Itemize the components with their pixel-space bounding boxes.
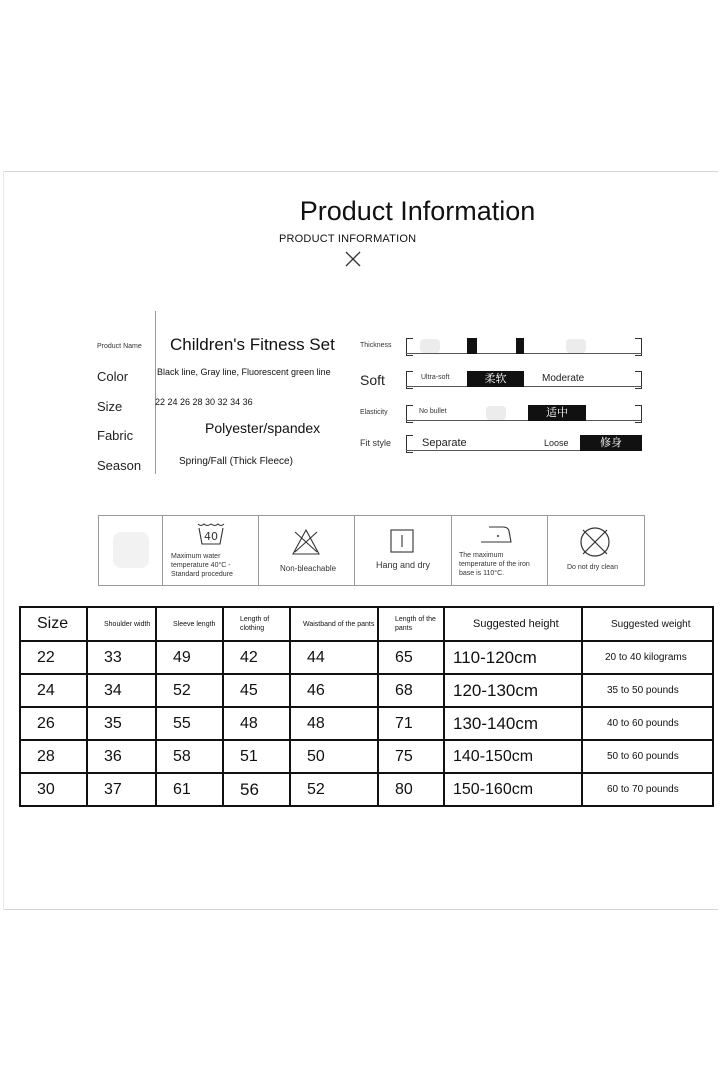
care-instructions bbox=[98, 515, 645, 586]
table-cell: 45 bbox=[223, 674, 290, 707]
svg-text:40: 40 bbox=[204, 530, 218, 543]
size-value: 22 24 26 28 30 32 34 36 bbox=[155, 397, 253, 407]
details-divider bbox=[155, 311, 156, 474]
table-cell: 35 bbox=[87, 707, 156, 740]
bleach-cell bbox=[258, 516, 355, 585]
table-cell: 50 bbox=[290, 740, 378, 773]
table-row bbox=[20, 773, 713, 806]
header-cell: Length of clothing bbox=[223, 607, 290, 641]
table-cell: 22 bbox=[20, 641, 87, 674]
table-cell: 120-130cm bbox=[444, 674, 582, 707]
table-cell: 34 bbox=[87, 674, 156, 707]
fit-mid-label: Loose bbox=[544, 438, 569, 448]
wash-text: Maximum water temperature 40°C - Standard procedure bbox=[171, 553, 233, 578]
table-cell: 75 bbox=[378, 740, 444, 773]
season-label: Season bbox=[97, 458, 142, 473]
color-value: Black line, Gray line, Fluorescent green line bbox=[157, 367, 331, 377]
close-icon bbox=[343, 249, 363, 269]
iron-cell bbox=[451, 516, 548, 585]
table-cell: 40 to 60 pounds bbox=[582, 707, 713, 740]
elasticity-selected: 适中 bbox=[528, 405, 586, 421]
hang-dry-icon bbox=[390, 529, 414, 553]
fit-style-scale bbox=[406, 435, 642, 451]
header-cell: Waistband of the pants bbox=[290, 607, 378, 641]
table-cell: 30 bbox=[20, 773, 87, 806]
table-cell: 46 bbox=[290, 674, 378, 707]
bleach-text: Non-bleachable bbox=[280, 564, 337, 573]
table-row bbox=[20, 641, 713, 674]
softness-low-label: Ultra-soft bbox=[421, 374, 450, 381]
table-cell: 24 bbox=[20, 674, 87, 707]
dryclean-cell bbox=[547, 516, 643, 585]
table-cell: 80 bbox=[378, 773, 444, 806]
table-cell: 71 bbox=[378, 707, 444, 740]
table-cell: 42 bbox=[223, 641, 290, 674]
table-cell: 37 bbox=[87, 773, 156, 806]
care-blank-cell bbox=[99, 516, 163, 585]
iron-text: The maximum temperature of the iron base is 110°C. bbox=[459, 552, 530, 577]
soft-label: Soft bbox=[360, 372, 385, 388]
table-cell: 110-120cm bbox=[444, 641, 582, 674]
table-cell: 60 to 70 pounds bbox=[582, 773, 713, 806]
softness-selected: 柔软 bbox=[467, 371, 524, 387]
fit-low-label: Separate bbox=[422, 437, 467, 449]
page-subtitle: PRODUCT INFORMATION bbox=[279, 233, 417, 245]
left-edge bbox=[3, 171, 4, 910]
wash-cell bbox=[162, 516, 259, 585]
table-cell: 68 bbox=[378, 674, 444, 707]
no-bleach-icon bbox=[291, 528, 321, 556]
table-cell: 26 bbox=[20, 707, 87, 740]
thickness-label: Thickness bbox=[360, 342, 392, 349]
table-cell: 35 to 50 pounds bbox=[582, 674, 713, 707]
table-header-row bbox=[20, 607, 713, 641]
fabric-label: Fabric bbox=[97, 428, 134, 443]
table-cell: 44 bbox=[290, 641, 378, 674]
thickness-scale bbox=[406, 338, 642, 354]
table-cell: 52 bbox=[156, 674, 223, 707]
table-cell: 140-150cm bbox=[444, 740, 582, 773]
fabric-value: Polyester/spandex bbox=[205, 420, 321, 436]
header-cell: Suggested weight bbox=[582, 607, 713, 641]
header-cell: Size bbox=[20, 607, 87, 641]
header-cell: Length of the pants bbox=[378, 607, 444, 641]
table-row bbox=[20, 740, 713, 773]
header-cell: Shoulder width bbox=[87, 607, 156, 641]
table-cell: 52 bbox=[290, 773, 378, 806]
dryclean-text: Do not dry clean bbox=[567, 564, 618, 571]
softness-scale bbox=[406, 371, 642, 387]
top-rule bbox=[4, 171, 718, 172]
table-row bbox=[20, 674, 713, 707]
bottom-rule bbox=[4, 909, 718, 910]
table-row bbox=[20, 707, 713, 740]
page-title: Product Information bbox=[299, 196, 536, 226]
table-cell: 130-140cm bbox=[444, 707, 582, 740]
season-value: Spring/Fall (Thick Fleece) bbox=[179, 456, 293, 467]
table-cell: 150-160cm bbox=[444, 773, 582, 806]
product-name-value: Children's Fitness Set bbox=[170, 335, 335, 354]
wash-40-icon bbox=[197, 522, 225, 546]
dry-cell bbox=[354, 516, 452, 585]
table-cell: 58 bbox=[156, 740, 223, 773]
table-cell: 56 bbox=[223, 773, 290, 806]
size-chart-table bbox=[19, 606, 714, 807]
table-cell: 50 to 60 pounds bbox=[582, 740, 713, 773]
table-cell: 20 to 40 kilograms bbox=[582, 641, 713, 674]
header-cell: Suggested height bbox=[444, 607, 582, 641]
table-cell: 65 bbox=[378, 641, 444, 674]
elasticity-low-label: No bullet bbox=[419, 408, 447, 415]
table-cell: 49 bbox=[156, 641, 223, 674]
header-cell: Sleeve length bbox=[156, 607, 223, 641]
table-cell: 51 bbox=[223, 740, 290, 773]
table-cell: 48 bbox=[290, 707, 378, 740]
table-cell: 55 bbox=[156, 707, 223, 740]
table-cell: 48 bbox=[223, 707, 290, 740]
table-cell: 28 bbox=[20, 740, 87, 773]
color-label: Color bbox=[97, 369, 129, 384]
iron-icon bbox=[479, 523, 513, 545]
product-name-label: Product Name bbox=[97, 343, 142, 350]
table-cell: 36 bbox=[87, 740, 156, 773]
table-cell: 61 bbox=[156, 773, 223, 806]
no-dry-clean-icon bbox=[579, 526, 611, 558]
elasticity-label: Elasticity bbox=[360, 409, 388, 416]
table-cell: 33 bbox=[87, 641, 156, 674]
softness-mid-label: Moderate bbox=[542, 373, 585, 384]
fit-selected: 修身 bbox=[580, 435, 642, 451]
dry-text: Hang and dry bbox=[376, 560, 431, 570]
fit-style-label: Fit style bbox=[360, 438, 392, 448]
size-label: Size bbox=[97, 399, 123, 414]
elasticity-scale bbox=[406, 405, 642, 421]
